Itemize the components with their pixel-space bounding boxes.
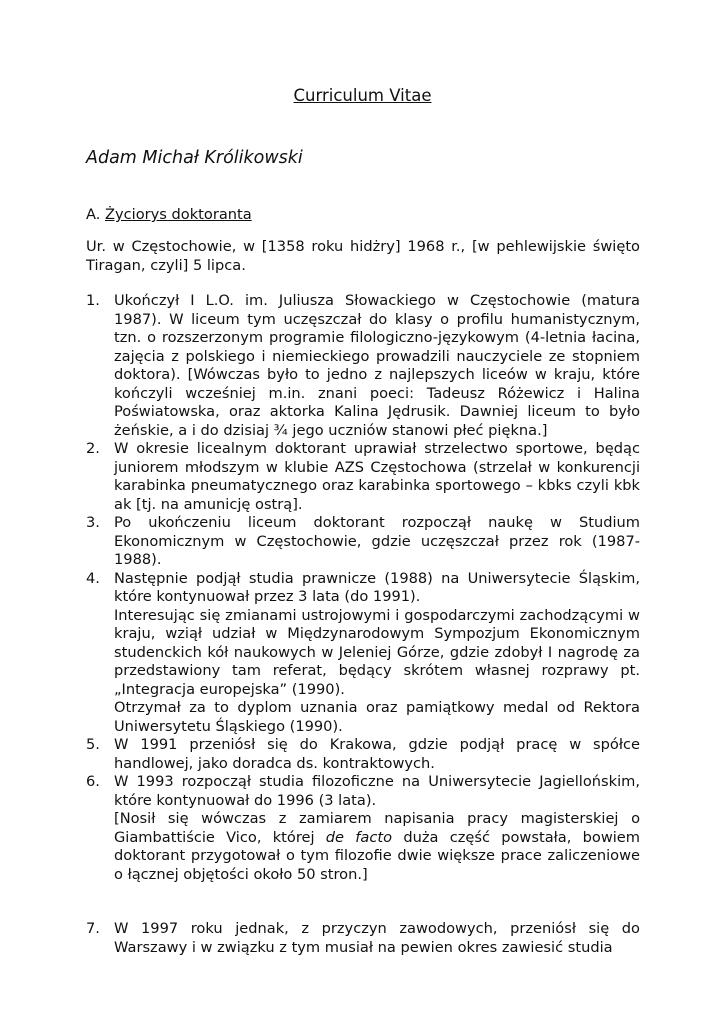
list-item-number: 4.: [86, 569, 100, 587]
list-item-text: W 1993 rozpoczął studia filozoficzne na Uniwersytecie Jagiellońskim, które kontynuował do 1996 (3 lata).: [114, 773, 640, 809]
document-title: Curriculum Vitae: [293, 86, 432, 105]
list-item-text: Interesując się zmianami ustrojowymi i gospodarczymi zachodzącymi w kraju, wziął udział w Międzynarodowym Sympozjum Ekonomicznym studenckich kół naukowych w Jeleniej Górze, gdzie zdobył I nagrodę za przedstawiony tam referat, będący skrótem własnej rozprawy pt. „Integracja europejska” (1990).: [114, 606, 640, 698]
list-item-text: W 1997 roku jednak, z przyczyn zawodowych, przeniósł się do Warszawy i w związku z tym musiał na pewien okres zawiesić studia: [114, 920, 640, 956]
list-item-number: 6.: [86, 773, 100, 790]
list-item-number: 2.: [86, 440, 100, 457]
birth-paragraph: Ur. w Częstochowie, w [1358 roku hidżry] 1968 r., [w pehlewijskie święto Tiragan, czyli] 5 lipca.: [86, 238, 640, 274]
list-item: [86, 292, 640, 440]
list-item-text: Otrzymał za to dyplom uznania oraz pamiątkowy medal od Rektora Uniwersytetu Śląskiego (1990).: [114, 699, 640, 735]
list-item-number: 5.: [86, 736, 100, 753]
list-item-text: W 1991 przeniósł się do Krakowa, gdzie podjął pracę w spółce handlowej, jako doradca ds. kontraktowych.: [114, 736, 640, 772]
list-item: [86, 736, 640, 773]
list-item-number: 3.: [86, 514, 100, 531]
list-item-text: Ukończył I L.O. im. Juliusza Słowackiego w Częstochowie (matura 1987). W liceum tym uczęszczał do klasy o profilu humanistycznym, tzn. o rozszerzonym programie filologiczno-językowym (4-letnia łacina, zajęcia z polskiego i niemieckiego prowadzili nauczyciele ze stopniem doktora). [Wówczas było to jedno z najlepszych liceów w kraju, które kończyli wcześniej m.in. znani poeci: Tadeusz Różewicz i Halina Poświatowska, oraz aktorka Kalina Jędrusik. Dawniej liceum to było żeńskie, a i do dzisiaj ¾ jego uczniów stanowi płeć piękna.]: [114, 292, 640, 439]
note-text-before: [Nosił się wówczas z zamiarem napisania pracy magisterskiej o Giambattiście Vico, której: [114, 810, 640, 846]
list-item: [86, 773, 640, 884]
list-item-text: W okresie licealnym doktorant uprawiał strzelectwo sportowe, będąc juniorem młodszym w klubie AZS Częstochowa (strzelał w konkurencji karabinka pneumatycznego oraz karabinka sportowego – kbks czyli kbk ak [tj. na amunicję ostrą].: [114, 440, 640, 513]
author-name: Adam Michał Królikowski: [86, 148, 303, 168]
section-letter: A.: [86, 206, 101, 223]
list-item-note: [114, 810, 640, 884]
list-item-text: Po ukończeniu liceum doktorant rozpoczął naukę w Studium Ekonomicznym w Częstochowie, gdzie uczęszczał przez rok (1987-1988).: [114, 514, 640, 568]
note-text-italic: de facto: [325, 828, 393, 846]
biography-list: [86, 292, 640, 957]
list-item: [86, 920, 640, 957]
list-item-number: 1.: [86, 292, 100, 309]
list-item: [86, 570, 640, 737]
section-title: Życiorys doktoranta: [105, 206, 252, 223]
note-text-after: duża część powstała, bowiem doktorant przygotował o tym filozofie dwie większe prace zaliczeniowe o łącznej objętości około 50 stron.]: [114, 828, 641, 883]
section-heading: [86, 206, 252, 223]
list-item-text: Następnie podjął studia prawnicze (1988) na Uniwersytecie Śląskim, które kontynuował przez 3 lata (do 1991).: [114, 569, 640, 605]
list-item: [86, 514, 640, 570]
list-item-number: 7.: [86, 920, 100, 937]
list-item: [86, 440, 640, 514]
